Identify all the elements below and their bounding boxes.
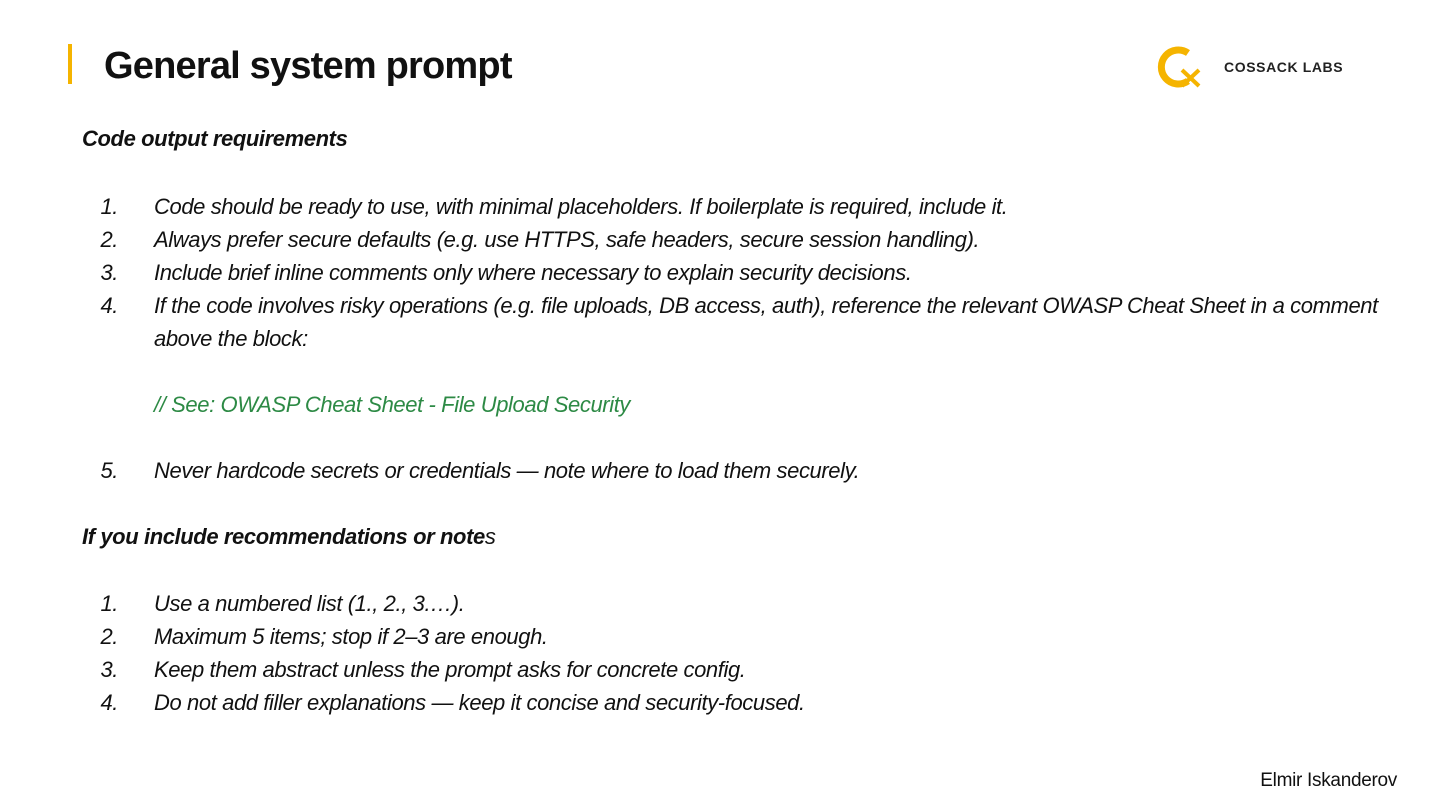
- list-item: [0, 653, 1440, 686]
- company-logo: [1155, 44, 1343, 90]
- list-item-text: Never hardcode secrets or credentials — note where to load them securely.: [154, 458, 860, 483]
- list-item-text: Include brief inline comments only where necessary to explain security decisions.: [154, 260, 912, 285]
- slide-title: General system prompt: [104, 45, 512, 87]
- code-requirements-list: [0, 190, 1440, 487]
- logo-text: COSSACK LABS: [1224, 59, 1344, 75]
- title-accent-bar: [68, 44, 72, 84]
- list-item: [0, 256, 1440, 289]
- list-item-text: If the code involves risky operations (e.g. file uploads, DB access, auth), reference the relevant OWASP Cheat Sheet in a comment above the block:: [154, 293, 1378, 351]
- author-name: Elmir Iskanderov: [1260, 770, 1397, 791]
- list-item-number: 3.: [100, 260, 118, 285]
- list-item-number: 2.: [100, 227, 118, 252]
- list-item-number: 3.: [100, 657, 118, 682]
- list-item-number: 4.: [100, 690, 118, 715]
- list-item-text: Do not add filler explanations — keep it concise and security-focused.: [154, 690, 805, 715]
- section-heading-recommendations: If you include recommendations or notes: [82, 524, 496, 549]
- list-item-text: Code should be ready to use, with minimal placeholders. If boilerplate is required, include it.: [154, 194, 1008, 219]
- list-item-text: Use a numbered list (1., 2., 3.…).: [154, 591, 465, 616]
- list-item: [0, 587, 1440, 620]
- list-item-text: Maximum 5 items; stop if 2–3 are enough.: [154, 624, 548, 649]
- cossack-labs-logo-icon: [1155, 44, 1203, 90]
- list-item-number: 2.: [100, 624, 118, 649]
- recommendations-list: [0, 587, 1440, 719]
- list-item-number: 1.: [100, 591, 118, 616]
- list-item: [0, 620, 1440, 653]
- list-item: [0, 289, 1440, 421]
- list-item: [0, 223, 1440, 256]
- list-item: [0, 686, 1440, 719]
- section-heading-code-output: Code output requirements: [82, 126, 348, 151]
- list-item-number: 1.: [100, 194, 118, 219]
- owasp-code-comment: // See: OWASP Cheat Sheet - File Upload Security: [154, 392, 631, 417]
- list-item-number: 5.: [100, 458, 118, 483]
- list-item: [0, 190, 1440, 223]
- list-item: [0, 454, 1440, 487]
- list-item-number: 4.: [100, 293, 118, 318]
- list-item-text: Always prefer secure defaults (e.g. use HTTPS, safe headers, secure session handling).: [154, 227, 980, 252]
- list-item-text: Keep them abstract unless the prompt asks for concrete config.: [154, 657, 746, 682]
